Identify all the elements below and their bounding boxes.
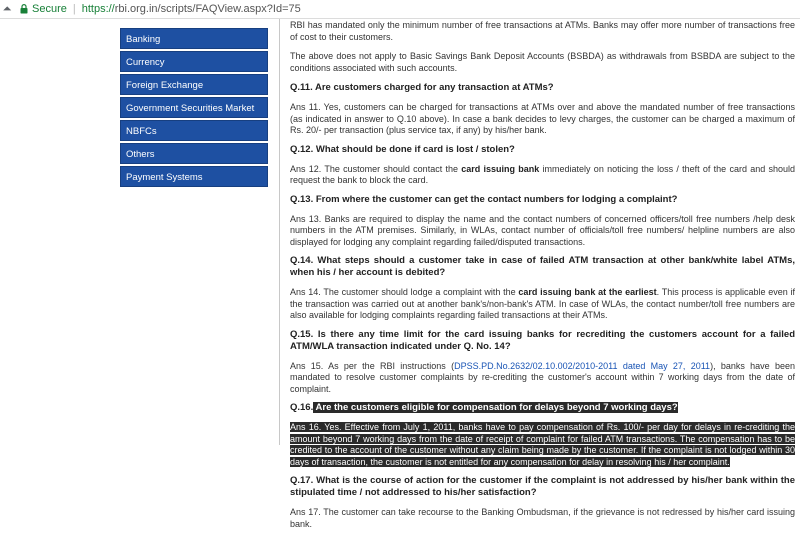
answer-text: ), banks have been mandated to resolve customer complaints by re-crediting the customer's account within 7 working days from the date of complaint. [290,360,795,394]
sidebar-item-government-securities-market[interactable]: Government Securities Market [120,97,268,118]
faq-answer-15 [290,361,795,396]
faq-answer-14 [290,287,795,322]
sidebar-item-others[interactable]: Others [120,143,268,164]
faq-question-14: Q.14. What steps should a customer take in case of failed ATM transaction at other bank/white label ATMs, when his / her account is debited? [290,255,795,278]
answer-emphasis: card issuing bank [461,163,540,174]
answer-text: immediately on noticing the loss / theft of the card and should request the bank to block the card. [290,163,795,185]
faq-answer-12 [290,164,795,187]
column-divider [279,19,280,445]
circular-link[interactable]: DPSS.PD.No.2632/02.10.002/2010-2011 dated May 27, 2011 [454,360,711,371]
faq-answer-17: Ans 17. The customer can take recourse to the Banking Ombudsman, if the grievance is not redressed by his/her card issuing bank. [290,507,795,529]
answer-text: Ans 15. As per the RBI instructions ( [290,360,455,371]
scroll-up-icon[interactable]: ⏶ [2,2,12,15]
faq-paragraph: The above does not apply to Basic Savings Bank Deposit Accounts (BSBDA) as withdrawals from BSBDA are subject to the conditions associated with such accounts. [290,51,795,73]
answer-text: Ans 12. The customer should contact the [290,163,462,174]
answer-emphasis: card issuing bank at the earliest [518,287,657,297]
faq-question-11: Q.11. Are customers charged for any transaction at ATMs? [290,82,554,93]
answer-text: Ans 14. The customer should lodge a complaint with the [290,287,519,297]
faq-question-17: Q.17. What is the course of action for the customer if the complaint is not addressed by his/her bank within the stipulated time / not addressed to his/her satisfaction? [290,475,795,498]
faq-answer-13: Ans 13. Banks are required to display the name and the contact numbers of concerned officers/toll free numbers /help desk numbers in the ATM premises. Similarly, in WLAs, contact number of officials/toll free numbers/ helpline numbers are also displayed for lodging any complaint regarding failed/disputed transactions. [290,213,795,247]
url-text[interactable] [82,3,301,15]
lock-icon[interactable] [20,4,28,14]
sidebar-item-foreign-exchange[interactable]: Foreign Exchange [120,74,268,95]
selected-answer-text: Ans 16. Yes. Effective from July 1, 2011, banks have to pay compensation of Rs. 100/- per day for delays in re-crediting the amount beyond 7 working days from the date of receipt of complaint for failed ATM transactions. The compensation has to be credited to the account of the customer without any claim being made by the customer. If the complaint is not lodged within 30 days of transaction, the customer is not entitled for any compensation for delay in resolving his / her complaint. [290,422,795,467]
faq-content [290,20,795,537]
url-scheme: https:// [81,3,115,15]
sidebar-menu [120,28,268,189]
answer-text: . This process is applicable even if the transaction was carried out at another bank's/non-bank's ATM. In case of WLAs, the contact number/toll free numbers are also available for lodging complaints regarding failed transactions at their ATMs. [290,287,795,320]
sidebar-item-payment-systems[interactable]: Payment Systems [120,166,268,187]
secure-label: Secure [32,3,67,15]
address-separator: | [72,3,76,15]
sidebar-item-nbfcs[interactable]: NBFCs [120,120,268,141]
faq-question-13: Q.13. From where the customer can get the contact numbers for lodging a complaint? [290,193,678,205]
sidebar-item-currency[interactable]: Currency [120,51,268,72]
faq-question-15: Q.15. Is there any time limit for the card issuing banks for recrediting the customers account for a failed ATM/WLA transaction indicated under Q. No. 14? [290,328,795,352]
faq-paragraph: RBI has mandated only the minimum number of free transactions at ATMs. Banks may offer more number of transactions free of cost to their customers. [290,20,795,42]
sidebar-item-banking[interactable]: Banking [120,28,268,49]
faq-question-16 [290,402,795,414]
faq-answer-16 [290,422,795,468]
selected-question-text: Are the customers eligible for compensation for delays beyond 7 working days? [313,402,678,413]
faq-answer-11: Ans 11. Yes, customers can be charged for transactions at ATMs over and above the mandated number of free transactions (as indicated in answer to Q.10 above). In case a bank decides to levy charges, the customer can be charged a maximum of Rs. 20/- per transaction (plus service tax, if any) by his/her bank. [290,102,795,135]
address-bar[interactable] [0,0,800,19]
question-number: Q.16. [290,402,314,413]
faq-question-12: Q.12. What should be done if card is lost / stolen? [290,143,515,155]
url-path: rbi.org.in/scripts/FAQView.aspx?Id=75 [114,3,301,15]
